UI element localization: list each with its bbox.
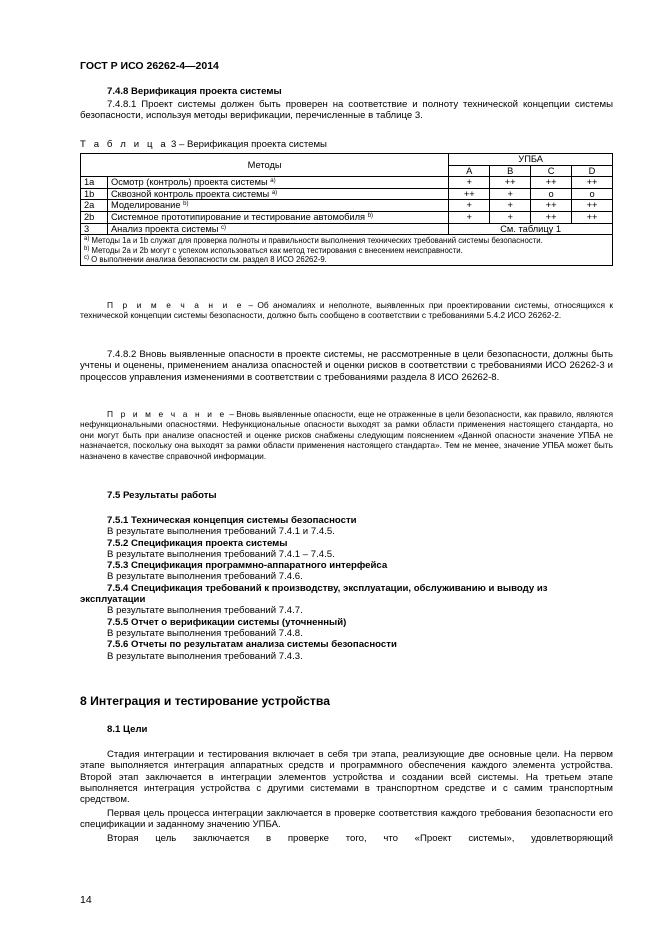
table-row [81, 188, 613, 200]
paragraph-7-4-8-2: 7.4.8.2 Вновь выявленные опасности в проекте системы, не рассмотренные в цели безопасности, должны быть учтены и оценены, применением анализа опасностей и оценки рисков в соответствии с требованиями ИСО 26262-3 и процессов управления изменениями в соответствии с требованиями раздела 8 ИСО 26262-8. [80, 349, 613, 383]
footnote-mark: a) [84, 236, 90, 243]
paragraph-8-1-2: Первая цель процесса интеграции заключается в проверке соответствия каждого требования безопасности его спецификации и заданному значению УПБА. [80, 808, 613, 831]
cell-a: ++ [449, 188, 490, 200]
page-number: 14 [80, 894, 92, 906]
cell-c: ++ [531, 177, 572, 189]
cell-a: + [449, 200, 490, 212]
table-row [81, 211, 613, 223]
header-level-d: D [572, 165, 613, 177]
table-row [81, 223, 613, 235]
results-item-text: В результате выполнения требований 7.4.3. [107, 650, 303, 662]
method-text: Системное прототипирование и тестирование автомобиля [110, 211, 366, 222]
footnote-text: О выполнении анализа безопасности см. раздел 8 ИСО 26262-9. [89, 254, 327, 264]
row-id: 2a [81, 200, 108, 212]
note-2 [80, 409, 613, 461]
method-text: Осмотр (контроль) проекта системы [110, 177, 268, 188]
paragraph-8-1-1: Стадия интеграции и тестирования включает в себя три этапа, реализующие две основные цели. На первом этапе выполняется интеграция аппаратных средств и программного обеспечения каждого элемента устройства. Второй этап заключается в интеграции элементов устройства и создании всей системы. На третьем этапе выполняется интеграция устройства с другими системами в транспортном средстве и с самим транспортным средством. [80, 749, 613, 806]
footnote-mark: c) [84, 254, 89, 261]
note-1 [80, 300, 613, 321]
note-text: – Вновь выявленные опасности, еще не отраженные в цели безопасности, как правило, являются нефункциональными опасностями. Нефункциональные опасности выходят за рамки области применения настоящего стандарта, но они могут быть при анализе опасностей и оценке рисков снабжены следующим пояснением «Данной опасности значение УПБА не назначается, поскольку она выходят за рамки области применения настоящего стандарта». Тем не менее, значение УПБА может быть назначено в качестве справочной информации. [80, 409, 613, 461]
results-item-text: В результате выполнения требований 7.4.1 – 7.4.5. [107, 548, 335, 560]
row-method [107, 188, 448, 200]
cell-b: + [490, 200, 531, 212]
results-list [80, 515, 613, 662]
footnote-mark: b) [367, 212, 374, 219]
method-text: Анализ проекта системы [110, 223, 219, 234]
cell-c: ++ [531, 200, 572, 212]
paragraph-7-4-8-1: 7.4.8.1 Проект системы должен быть проверен на соответствие и полноту технической концепции системы безопасности, используя методы верификации, перечисленные в таблице 3. [80, 99, 613, 122]
row-method [107, 211, 448, 223]
table-row [81, 200, 613, 212]
cell-a: + [449, 211, 490, 223]
footnote-a [84, 236, 609, 245]
results-item-text: В результате выполнения требований 7.4.6. [107, 571, 303, 583]
results-item-text: В результате выполнения требований 7.4.1 и 7.4.5. [107, 526, 335, 538]
row-id: 1b [81, 188, 108, 200]
header-level-c: C [531, 165, 572, 177]
results-item-text: В результате выполнения требований 7.4.8. [107, 627, 303, 639]
row-method [107, 223, 448, 235]
section-title-7-5: 7.5 Результаты работы [107, 490, 217, 501]
cell-b: + [490, 188, 531, 200]
results-item-title: 7.5.4 Спецификация требований к производству, эксплуатации, обслуживанию и выводу из эксплуатации [80, 582, 548, 606]
cell-d: ++ [572, 200, 613, 212]
footnote-text: Методы 1a и 1b служат для проверка полноты и правильности выполнения технических требований системы безопасности. [89, 236, 543, 246]
footnote-mark: b) [84, 245, 90, 252]
verification-table [80, 153, 613, 266]
cell-d: ++ [572, 177, 613, 189]
results-item-title: 7.5.5 Отчет о верификации системы (уточненный) [107, 616, 347, 628]
footnote-text: Методы 2a и 2b могут с успехом использоваться как метод тестирования с внесением неисправности. [89, 245, 463, 255]
results-item-title: 7.5.3 Спецификация программно-аппаратного интерфейса [107, 560, 388, 572]
row-id: 1a [81, 177, 108, 189]
footnote-c [84, 255, 609, 264]
section-title-8-1: 8.1 Цели [107, 724, 148, 735]
note-label: П р и м е ч а н и е [107, 409, 227, 419]
cell-c: o [531, 188, 572, 200]
row-id: 3 [81, 223, 108, 235]
results-item-title: 7.5.1 Техническая концепция системы безопасности [107, 515, 357, 526]
cell-a: + [449, 177, 490, 189]
cell-b: + [490, 211, 531, 223]
results-item-text: В результате выполнения требований 7.4.7. [107, 605, 303, 617]
footnote-mark: а) [271, 189, 278, 196]
header-upba: УПБА [449, 154, 613, 166]
cell-d: ++ [572, 211, 613, 223]
cell-see-table-1: См. таблицу 1 [449, 223, 613, 235]
cell-b: ++ [490, 177, 531, 189]
header-level-a: A [449, 165, 490, 177]
method-text: Моделирование [110, 200, 181, 211]
table-caption-text: 3 – Верификация проекта системы [168, 139, 327, 150]
method-text: Сквозной контроль проекта системы [110, 188, 270, 199]
section-title-7-4-8: 7.4.8 Верификация проекта системы [107, 86, 282, 97]
header-methods: Методы [81, 154, 449, 177]
row-method [107, 200, 448, 212]
results-item-title: 7.5.2 Спецификация проекта системы [107, 537, 288, 549]
footnote-mark: а) [270, 178, 276, 185]
table-caption [80, 139, 613, 150]
footnote-b [84, 246, 609, 255]
running-header: ГОСТ Р ИСО 26262-4—2014 [80, 60, 219, 72]
results-item-title: 7.5.6 Отчеты по результатам анализа системы безопасности [107, 639, 397, 651]
row-method [107, 177, 448, 189]
cell-d: o [572, 188, 613, 200]
note-label: П р и м е ч а н и е [107, 300, 245, 310]
row-id: 2b [81, 211, 108, 223]
cell-c: ++ [531, 211, 572, 223]
chapter-title-8: 8 Интеграция и тестирование устройства [80, 694, 330, 708]
table-footnotes [81, 235, 613, 266]
header-level-b: B [490, 165, 531, 177]
table-row [81, 177, 613, 189]
footnote-mark: b) [183, 201, 189, 208]
footnote-mark: c) [221, 224, 227, 231]
table-caption-prefix: Т а б л и ц а [80, 139, 169, 150]
verification-table-wrapper [80, 153, 613, 266]
paragraph-8-1-3: Вторая цель заключается в проверке того, что «Проект системы», удовлетворяющий [107, 833, 613, 844]
note-text: – Об аномалиях и неполноте, выявленных при проектировании системы, относящихся к технической концепции системы безопасности, должно быть сообщено в соответствии с требованиями 5.4.2 ИСО 26262-2. [80, 300, 613, 321]
